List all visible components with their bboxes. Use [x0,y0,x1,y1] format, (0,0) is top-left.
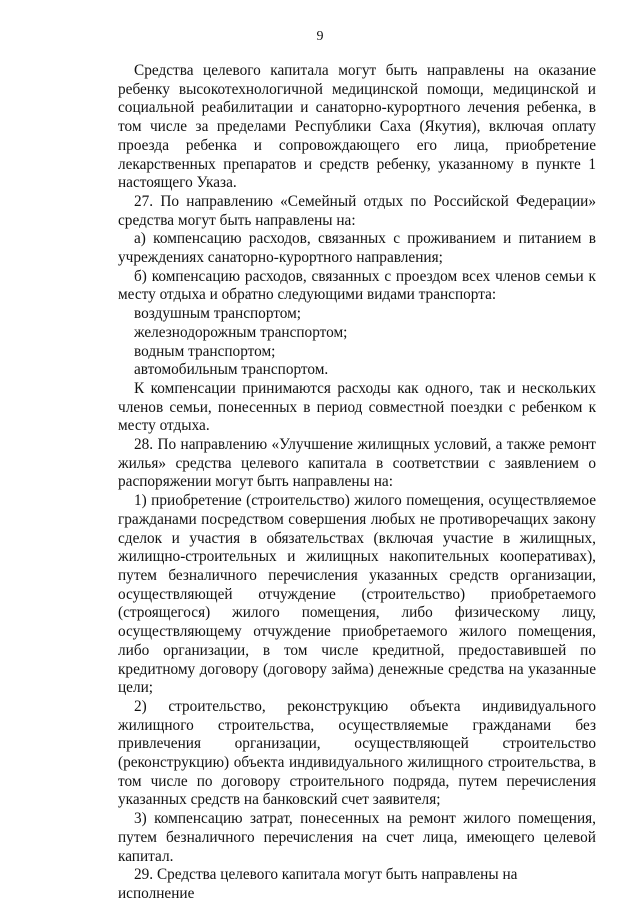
paragraph-item-28-1: 1) приобретение (строительство) жилого помещения, осуществляемое гражданами посредством совершения любых не противоречащих закону сделок и участия в обязательствах (включая участие в жилищных, жилищно-строительных и жилищных накопительных кооперативах), путем безналичного перечисления указанных средств организации, осуществляющей отчуждение (строительство) приобретаемого (строящегося) жилого помещения, либо физическому лицу, осуществляющему отчуждение приобретаемого жилого помещения, либо организации, в том числе кредитной, предоставившей по кредитному договору (договору займа) денежные средства на указанные цели; [118,492,596,697]
transport-auto: автомобильным транспортом. [134,361,329,379]
transport-rail: железнодорожным транспортом; [134,323,348,341]
paragraph-compensation-members: К компенсации принимаются расходы как одного, так и нескольких членов семьи, понесенных в период совместной поездки с ребенком к месту отдыха. [118,379,596,435]
paragraph-item-27: 27. По направлению «Семейный отдых по Российской Федерации» средства могут быть направлены на: [118,192,596,229]
paragraph-item-29: 29. Средства целевого капитала могут быть направлены на исполнение [118,866,518,902]
paragraph-item-28-2: 2) строительство, реконструкцию объекта индивидуального жилищного строительства, осуществляемые гражданами без привлечения организации, осуществляющей строительство (реконструкцию) объекта индивидуального жилищного строительства, в том числе по договору строительного подряда, путем перечисления указанных средств на банковский счет заявителя; [118,697,596,809]
paragraph-target-capital-medical: Средства целевого капитала могут быть направлены на оказание ребенку высокотехнологичной медицинской помощи, медицинской и социальной реабилитации и санаторно-курортного лечения ребенка, в том числе за пределами Республики Саха (Якутия), включая оплату проезда ребенка и сопровождающего его лица, приобретение лекарственных препаратов и средств ребенку, указанному в пункте 1 настоящего Указа. [118,62,596,192]
transport-air: воздушным транспортом; [134,305,302,323]
paragraph-item-28: 28. По направлению «Улучшение жилищных условий, а также ремонт жилья» средства целевого капитала в соответствии с заявлением о распоряжении могут быть направлены на: [118,436,596,491]
page-number: 9 [316,29,324,44]
paragraph-item-28-3: 3) компенсацию затрат, понесенных на ремонт жилого помещения, путем безналичного перечисления на счет лица, имеющего целевой капитал. [118,810,596,865]
transport-water: водным транспортом; [134,342,276,360]
document-body [118,62,596,904]
paragraph-item-27-b: б) компенсацию расходов, связанных с проездом всех членов семьи к месту отдыха и обратно следующими видами транспорта: [118,267,596,304]
paragraph-item-27-a: а) компенсацию расходов, связанных с проживанием и питанием в учреждениях санаторно-курортного направления; [118,230,596,267]
